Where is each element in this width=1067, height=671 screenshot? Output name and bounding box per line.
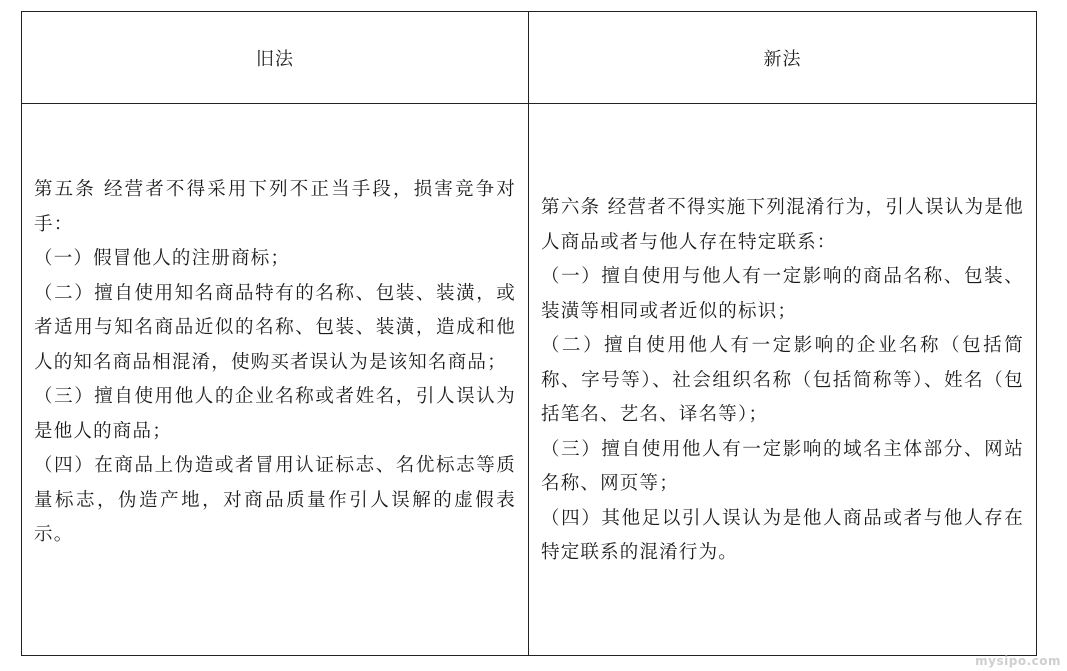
old-law-article: 第五条 经营者不得采用下列不正当手段，损害竞争对手： [34, 179, 516, 235]
old-law-item-4: （四）在商品上伪造或者冒用认证标志、名优标志等质量标志，伪造产地，对商品质量作引人误解的虚假表示。 [34, 455, 516, 545]
old-law-header: 旧法 [22, 12, 529, 104]
law-comparison-table [21, 11, 1037, 656]
header-row [22, 12, 1037, 104]
new-law-item-4: （四）其他足以引人误认为是他人商品或者与他人存在特定联系的混淆行为。 [541, 507, 1024, 563]
new-law-article: 第六条 经营者不得实施下列混淆行为，引人误认为是他人商品或者与他人存在特定联系： [541, 197, 1024, 253]
new-law-item-1: （一）擅自使用与他人有一定影响的商品名称、包装、装潢等相同或者近似的标识； [541, 266, 1024, 322]
new-law-text [541, 191, 1024, 571]
site-watermark: mysipo.com [975, 654, 1061, 668]
old-law-text [34, 173, 516, 553]
new-law-header: 新法 [529, 12, 1037, 104]
new-law-cell [529, 104, 1037, 656]
old-law-cell [22, 104, 529, 656]
old-law-item-3: （三）擅自使用他人的企业名称或者姓名，引人误认为是他人的商品； [34, 386, 516, 442]
old-law-item-1: （一）假冒他人的注册商标； [34, 248, 291, 269]
content-row [22, 104, 1037, 656]
new-law-item-2: （二）擅自使用他人有一定影响的企业名称（包括简称、字号等）、社会组织名称（包括简称等）、姓名（包括笔名、艺名、译名等）； [541, 335, 1024, 425]
new-law-item-3: （三）擅自使用他人有一定影响的域名主体部分、网站名称、网页等； [541, 438, 1024, 494]
old-law-item-2: （二）擅自使用知名商品特有的名称、包装、装潢，或者适用与知名商品近似的名称、包装、装潢，造成和他人的知名商品相混淆，使购买者误认为是该知名商品； [34, 282, 516, 373]
